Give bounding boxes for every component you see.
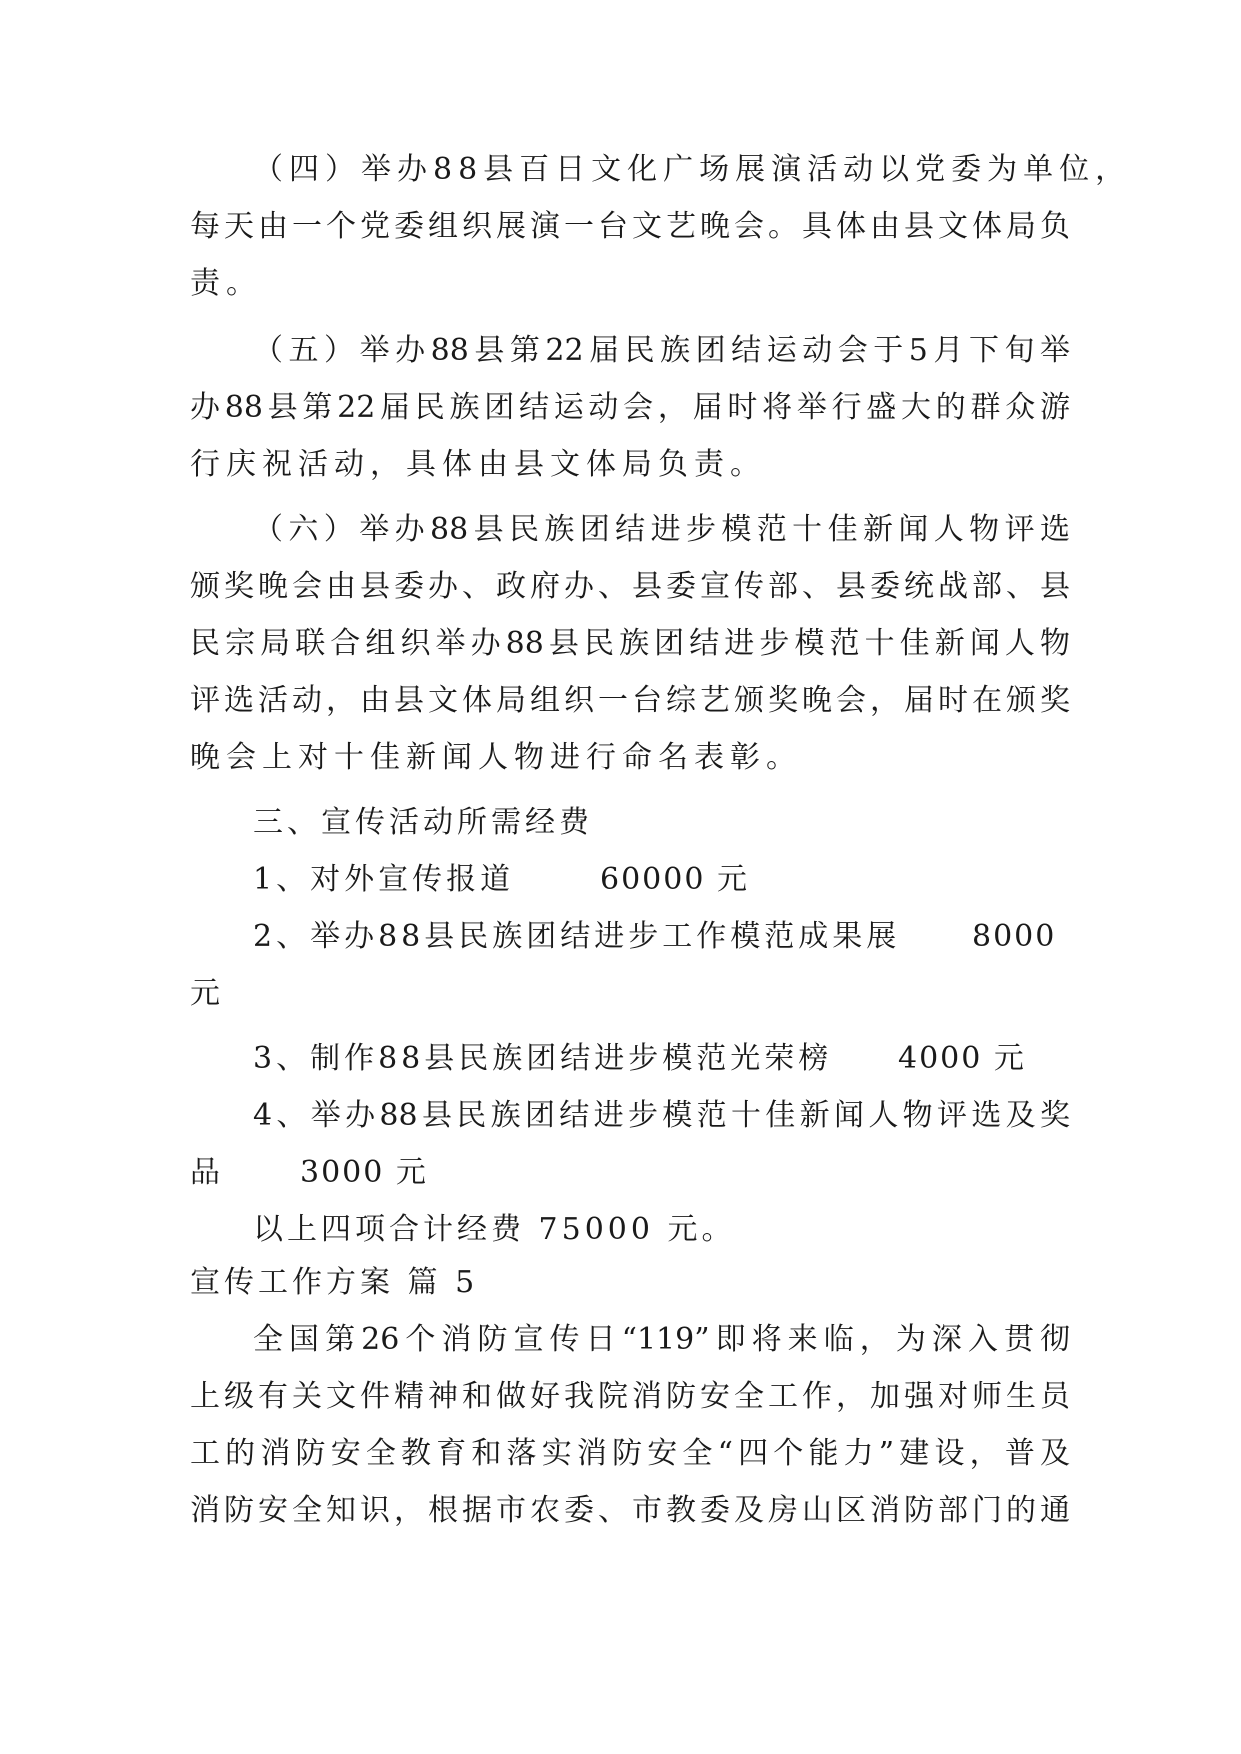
paragraph-6-line-2: 颁奖晚会由县委办、政府办、县委宣传部、县委统战部、县 [190,569,1070,604]
paragraph-6-line-1: （六）举办88县民族团结进步模范十佳新闻人物评选 [253,512,1070,547]
fire-paragraph-line-3: 工的消防安全教育和落实消防安全“四个能力”建设，普及 [190,1436,1070,1471]
budget-total: 以上四项合计经费 75000 元。 [253,1212,736,1247]
budget-heading: 三、宣传活动所需经费 [253,805,593,840]
section-title: 宣传工作方案 篇 5 [190,1265,479,1300]
paragraph-6-line-4: 评选活动，由县文体局组织一台综艺颁奖晚会，届时在颁奖 [190,683,1070,718]
paragraph-6-line-3: 民宗局联合组织举办88县民族团结进步模范十佳新闻人物 [190,626,1070,661]
paragraph-5-line-3: 行庆祝活动，具体由县文体局负责。 [190,447,766,482]
fire-paragraph-line-2: 上级有关文件精神和做好我院消防安全工作，加强对师生员 [190,1379,1070,1414]
budget-item-1-label: 1、对外宣传报道 [253,862,515,897]
budget-item-4-amount: 3000 元 [300,1155,428,1190]
paragraph-4-line-3: 责。 [190,266,262,301]
budget-item-3-label: 3、制作88县民族团结进步模范光荣榜 [253,1041,833,1076]
budget-item-3-amount: 4000 元 [898,1041,1026,1076]
paragraph-6-line-5: 晚会上对十佳新闻人物进行命名表彰。 [190,740,802,775]
paragraph-4-line-1: （四）举办88县百日文化广场展演活动以党委为单位， [253,152,1132,187]
budget-item-2-unit: 元 [190,976,226,1011]
budget-item-2-label: 2、举办88县民族团结进步工作模范成果展 [253,919,901,954]
budget-item-4-label-continued: 品 [190,1155,226,1190]
paragraph-5-line-1: （五）举办88县第22届民族团结运动会于5月下旬举 [253,333,1070,368]
paragraph-4-line-2: 每天由一个党委组织展演一台文艺晚会。具体由县文体局负 [190,209,1070,244]
budget-item-2-amount: 8000 [972,919,1057,954]
paragraph-5-line-2: 办88县第22届民族团结运动会，届时将举行盛大的群众游 [190,390,1070,425]
budget-item-1-amount: 60000 元 [600,862,749,897]
budget-item-4-label: 4、举办88县民族团结进步模范十佳新闻人物评选及奖 [253,1098,1070,1133]
fire-paragraph-line-4: 消防安全知识，根据市农委、市教委及房山区消防部门的通 [190,1493,1070,1528]
fire-paragraph-line-1: 全国第26个消防宣传日“119”即将来临，为深入贯彻 [253,1322,1070,1357]
